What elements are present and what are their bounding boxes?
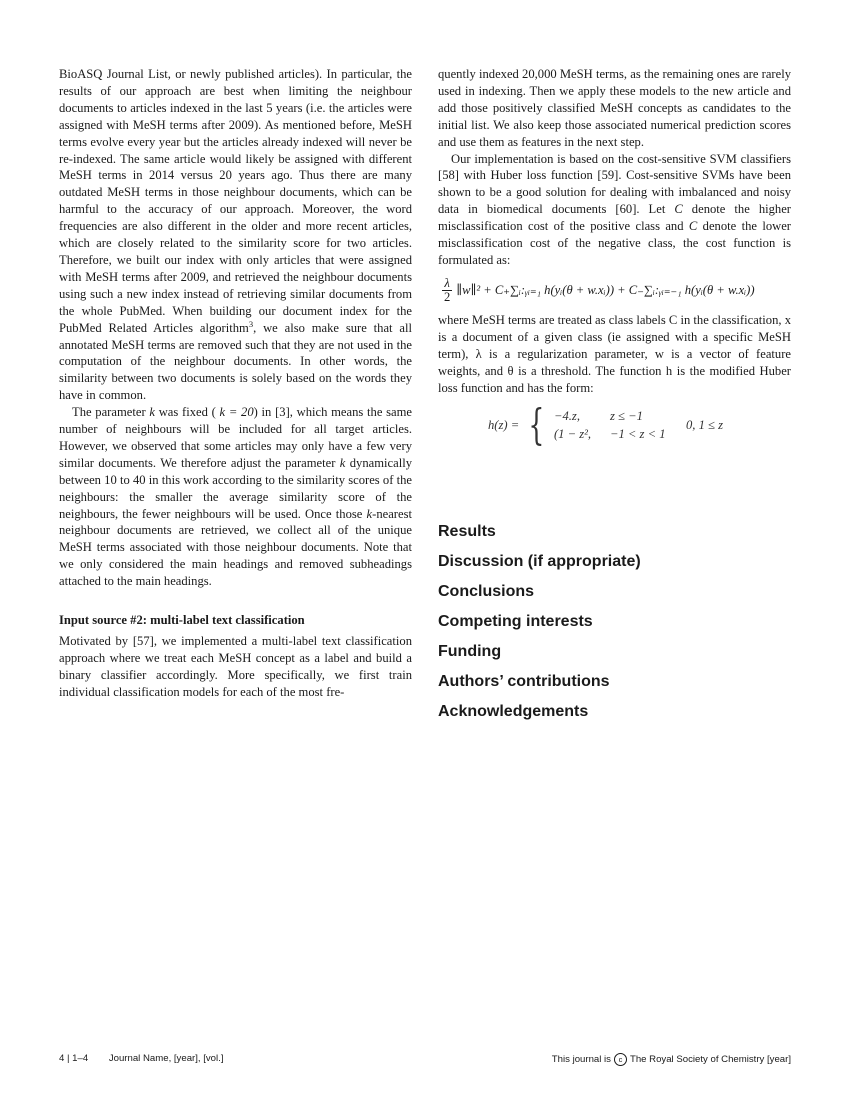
- paragraph: quently indexed 20,000 MeSH terms, as the remaining ones are rarely used in indexing. Then we apply these models to the new article and add those positively classified MeSH concepts as candidates to the initial list. We also keep those associated numerical prediction scores and use them as features in the next step.: [438, 67, 791, 149]
- page-number: 4 | 1–4: [59, 1053, 89, 1064]
- section-discussion: Discussion (if appropriate): [438, 553, 641, 570]
- section-headings: [438, 520, 641, 730]
- paragraph: The parameter k was fixed ( k = 20) in [3], which means the same number of neighbours will be included for all target articles. However, we observed that some articles may only have a few very similar documents. We therefore adjust the parameter k dynamically between 10 to 40 in this work according to the similarity scores of the neighbours: the smaller the average similarity score of the neighbours, the fewer neighbours will be used. Once those k-nearest neighbour documents are retrieved, we collect all of the unique MeSH terms associated with those neighbour documents. Note that we only considered the main headings and removed subheadings attached to the main headings.: [59, 405, 413, 589]
- journal-name: Journal Name, [year], [vol.]: [108, 1053, 224, 1064]
- section-results: Results: [438, 523, 496, 540]
- fraction: $\frac{\lambda}{2}$: [444, 275, 451, 304]
- copyright-icon: c: [614, 1053, 627, 1066]
- cost-function-equation: [442, 277, 791, 304]
- footer-right: This journal is c The Royal Society of Chemistry [year]: [551, 1054, 791, 1066]
- subsection-heading: Input source #2: multi-label text classification: [59, 613, 305, 628]
- left-column: [59, 66, 412, 701]
- footer-left: [59, 1053, 223, 1064]
- huber-loss-equation: h(z) = { −4.z, z ≤ −1 (1 − z², −1 < z < 1 0, 1 ≤ z: [488, 400, 723, 450]
- paragraph: Motivated by [57], we implemented a multi-label text classification approach where we treat each MeSH concept as a label and build a binary classifier accordingly. More specifically, we first train individual classification models for each of the most fre-: [59, 634, 412, 699]
- section-acknowledgements: Acknowledgements: [438, 703, 589, 720]
- equation-body: ∥w∥² + C₊∑ᵢ:ᵧᵢ₌₁ h(yᵢ(θ + w.xᵢ)) + C₋∑ᵢ:ᵧᵢ₌₋₁ h(yᵢ(θ + w.xᵢ)): [456, 282, 755, 297]
- section-authors-contributions: Authors’ contributions: [438, 673, 610, 690]
- section-competing-interests: Competing interests: [438, 613, 593, 630]
- paragraph: Our implementation is based on the cost-sensitive SVM classifiers [58] with Huber loss function [59]. Cost-sensitive SVMs have been shown to be a good solution for dealing with imbalanced and noisy data in biomedical documents [60]. Let C denote the higher misclassification cost of the positive class and C denote the lower misclassification cost of the negative class, the cost function is formulated as:: [438, 151, 791, 267]
- right-column: [438, 66, 791, 450]
- section-funding: Funding: [438, 643, 502, 660]
- left-brace: {: [528, 400, 545, 450]
- paragraph: where MeSH terms are treated as class labels C in the classification, x is a document of a given class (ie assigned with a specific MeSH term), λ is a regularization parameter, w is a vector of feature weights, and θ is a threshold. The function h is the modified Huber loss function and has the form:: [438, 312, 791, 395]
- piecewise-cases: −4.z, z ≤ −1 (1 − z², −1 < z < 1: [553, 409, 666, 441]
- footnote-marker: 3: [248, 318, 254, 329]
- section-conclusions: Conclusions: [438, 583, 535, 600]
- paragraph: BioASQ Journal List, or newly published articles). In particular, the results of our approach are best when limiting the neighbour documents to articles indexed in the last 5 years (i.e. the articles were assigned with MeSH terms after 2009). As mentioned before, MeSH terms evolve every year but the articles already indexed will never be re-indexed. The same article would likely be assigned with different MeSH terms in 2014 versus 20 years ago. Thus there are many outdated MeSH terms in those neighbour documents, which can be harmful to the accuracy of our approach. Moreover, the word frequencies are also different in the older and more recent articles, which are closely related to the similarity score for two articles. Therefore, we built our index with only articles that were assigned with MeSH terms after 2009, and retrieved the neighbour documents using such a new index instead of retrieving similar documents from the whole PubMed. When building our document index for the PubMed Related Articles algorithm$^3$, we also make sure that all annotated MeSH terms are removed such that they are not used in the computation of the neighbour documents. In other words, the similarity between two documents is solely based on the words they have in common.: [59, 67, 412, 403]
